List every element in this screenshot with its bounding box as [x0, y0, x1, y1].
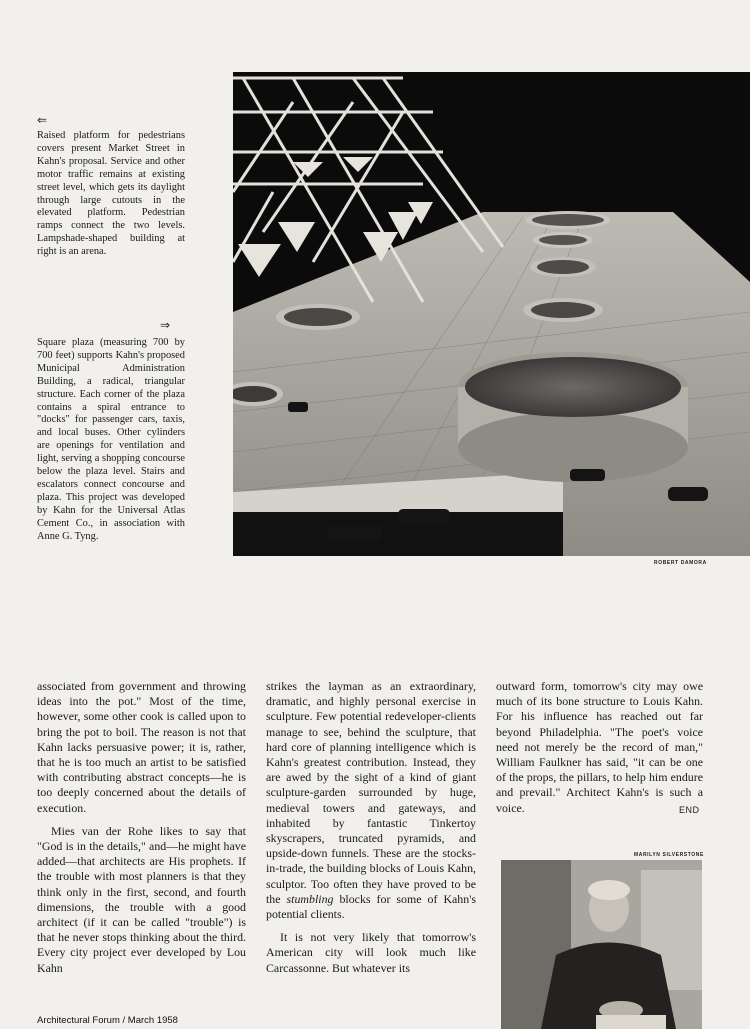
- caption-arrow-right-icon: ⇒: [160, 318, 170, 332]
- emphasis-stumbling: stumbling: [286, 891, 334, 906]
- caption-raised-platform: Raised platform for pedestrians covers present Market Street in Kahn's proposal. Service and other motor traffic remains at existing street level, which gets its daylight through large cutouts in the elevated platform. Pedestrian ramps connect the two levels. Lampshade-shaped building at right is an arena.: [37, 130, 185, 258]
- col2-paragraph-2: It is not very likely that tomorrow's American city will look much like Carcassonne. But whatever its: [266, 930, 476, 975]
- portrait-photo-illustration: [501, 860, 702, 1029]
- col1-paragraph-2: Mies van der Rohe likes to say that "God is in the details," and—he might have added—that architects are His prophets. If the trouble with most planners is that they think only in the first, second, and fourth dimensions, the trouble with a good architect (if it can be called "trouble") is that he never stops thinking about the third. Every city project ever developed by Lou Kahn: [37, 823, 246, 975]
- col3-paragraph-1: outward form, tomorrow's city may owe much of its bone structure to Louis Kahn. For his influence has reached out far beyond Philadelphia. "The poet's voice need not merely be the record of man," William Faulkner has said, "it can be one of the props, the pillars, to help him endure and prevail." Architect Kahn's is such a voice.: [496, 679, 703, 815]
- body-column-2: [266, 679, 476, 976]
- page-footer: Architectural Forum / March 1958: [37, 1015, 178, 1026]
- body-column-1: [37, 679, 246, 976]
- body-column-3: [496, 679, 703, 816]
- photo-credit-portrait: MARILYN SILVERSTONE: [634, 852, 704, 858]
- caption-arrow-left-icon: ⇐: [37, 113, 47, 127]
- model-photo: [233, 72, 750, 556]
- end-mark: END: [679, 805, 700, 815]
- model-photo-illustration: [233, 72, 750, 556]
- caption-square-plaza: Square plaza (measuring 700 by 700 feet) supports Kahn's proposed Municipal Administration Building, a radical, triangular structure. Each corner of the plaza contains a spiral entrance to "docks" for passenger cars, taxis, and local buses. Other cylinders are openings for ventilation and light, serving a shopping concourse below the plaza level. Stairs and escalators connect concourse and plaza. This project was developed by Kahn for the Universal Atlas Cement Co., in association with Anne G. Tyng.: [37, 337, 185, 542]
- col1-paragraph-1: associated from government and throwing ideas into the pot." Most of the time, however, some other cook is called upon to bring the pot to boil. The reason is not that Kahn lacks persuasive power; it is, rather, that he is too much an artist to be satisfied with contributing abstract concepts—he is too deeply concerned about the details of execution.: [37, 679, 246, 815]
- col2-paragraph-1: strikes the layman as an extraordinary, dramatic, and highly personal exercise in sculpture. Few potential redeveloper-clients manage to see, behind the sculpture, that hard core of planning intelligence which is Kahn's greatest contribution. Instead, they are awed by the sight of a kind of giant sculpture-garden surrounded by huge, medieval towers and gateways, and inhabited by fantastic Tinkertoy skyscrapers, truncated pyramids, and upside-down funnels. These are the stocks-in-trade, the building blocks of Louis Kahn, sculptor. Too often they have proved to be the stumbling blocks for some of Kahn's potential clients.: [266, 679, 476, 922]
- portrait-photo: [501, 860, 702, 1029]
- photo-credit-top: ROBERT DAMORA: [654, 560, 707, 566]
